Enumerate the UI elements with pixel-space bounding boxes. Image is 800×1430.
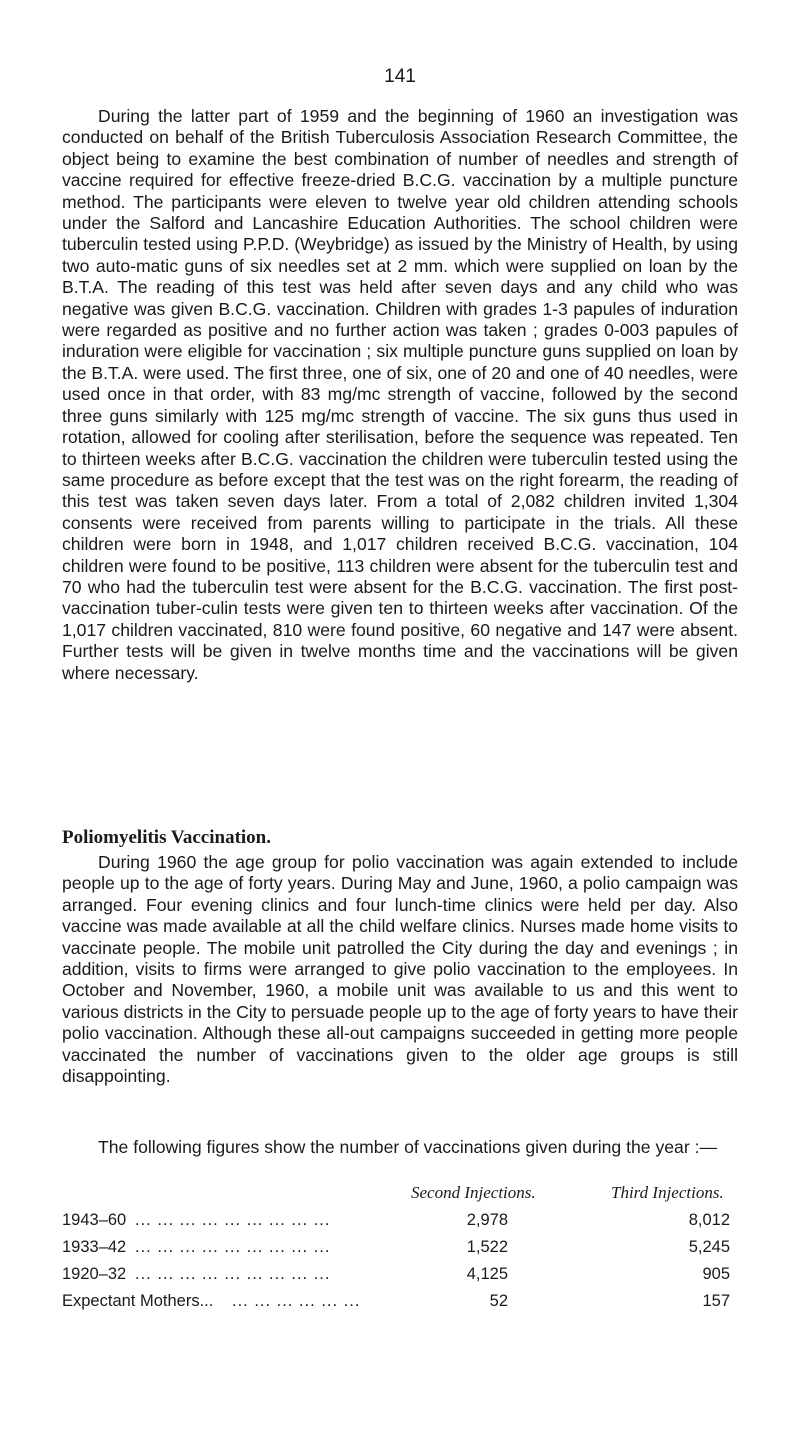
third-injections-value: 905 <box>702 1265 730 1283</box>
page-number: 141 <box>384 66 416 87</box>
second-injections-value: 1,522 <box>466 1238 508 1256</box>
polio-section-heading: Poliomyelitis Vaccination. <box>62 827 271 848</box>
third-injections-value: 8,012 <box>688 1211 730 1229</box>
row-label: Expectant Mothers... <box>62 1292 214 1310</box>
third-injections-value: 5,245 <box>688 1238 730 1256</box>
row-label: 1933–42 <box>62 1238 127 1256</box>
table-row <box>0 1211 800 1233</box>
table-row <box>0 1265 800 1287</box>
figures-intro-paragraph: The following figures show the number of vaccinations given during the year :— <box>98 1137 718 1157</box>
table-row <box>0 1238 800 1260</box>
second-injections-value: 2,978 <box>466 1211 508 1229</box>
leader-dots: ... ... ... ... ... ... ... ... ... <box>135 1211 331 1229</box>
table-row <box>0 1292 800 1314</box>
polio-paragraph: During 1960 the age group for polio vaccination was again extended to include people up to the age of forty years. During May and June, 1960, a polio campaign was arranged. Four evening clinics and four lunch-time clinics were held per day. Also vaccine was made available at all the child welfare clinics. Nurses made home visits to vaccinate people. The mobile unit patrolled the City during the day and evenings ; in addition, visits to firms were arranged to give polio vaccination to the employees. In October and November, 1960, a mobile unit was available to us and this went to various districts in the City to persuade people up to the age of forty years to have their polio vaccination. Although these all-out campaigns succeeded in getting more people vaccinated the number of vaccinations given to the older age groups is still disappointing. <box>62 852 738 1087</box>
row-label: 1920–32 <box>62 1265 127 1283</box>
column-header-second-injections: Second Injections. <box>411 1183 536 1202</box>
column-header-third-injections: Third Injections. <box>611 1183 724 1202</box>
third-injections-value: 157 <box>702 1292 730 1310</box>
leader-dots: ... ... ... ... ... ... <box>232 1292 361 1310</box>
leader-dots: ... ... ... ... ... ... ... ... ... <box>135 1265 331 1283</box>
bcg-trial-paragraph: During the latter part of 1959 and the beginning of 1960 an investigation was conducted on behalf of the British Tuberculosis Association Research Committee, the object being to examine the best combination of number of needles and strength of vaccine required for effective freeze-dried B.C.G. vaccination by a multiple puncture method. The participants were eleven to twelve year old children attending schools under the Salford and Lancashire Education Authorities. The school children were tuberculin tested using P.P.D. (Weybridge) as issued by the Ministry of Health, by using two auto-matic guns of six needles set at 2 mm. which were supplied on loan by the B.T.A. The reading of this test was held after seven days and any child who was negative was given B.C.G. vaccination. Children with grades 1-3 papules of induration were regarded as positive and no further action was taken ; grades 0-003 papules of induration were eligible for vaccination ; six multiple puncture guns supplied on loan by the B.T.A. were used. The first three, one of six, one of 20 and one of 40 needles, were used once in that order, with 83 mg/mc strength of vaccine, followed by the second three guns similarly with 125 mg/mc strength of vaccine. The six guns thus used in rotation, allowed for cooling after sterilisation, before the sequence was repeated. Ten to thirteen weeks after B.C.G. vaccination the children were tuberculin tested using the same procedure as before except that the test was on the right forearm, the reading of this test was taken seven days later. From a total of 2,082 children invited 1,304 consents were received from parents willing to participate in the trials. All these children were born in 1948, and 1,017 children received B.C.G. vaccination, 104 children were found to be positive, 113 children were absent for the tuberculin test and 70 who had the tuberculin test were absent for the B.C.G. vaccination. The first post-vaccination tuber-culin tests were given ten to thirteen weeks after vaccination. Of the 1,017 children vaccinated, 810 were found positive, 60 negative and 147 were absent. Further tests will be given in twelve months time and the vaccinations will be given where necessary. <box>62 106 738 683</box>
leader-dots: ... ... ... ... ... ... ... ... ... <box>135 1238 331 1256</box>
row-label: 1943–60 <box>62 1211 127 1229</box>
second-injections-value: 4,125 <box>466 1265 508 1283</box>
second-injections-value: 52 <box>489 1292 508 1310</box>
